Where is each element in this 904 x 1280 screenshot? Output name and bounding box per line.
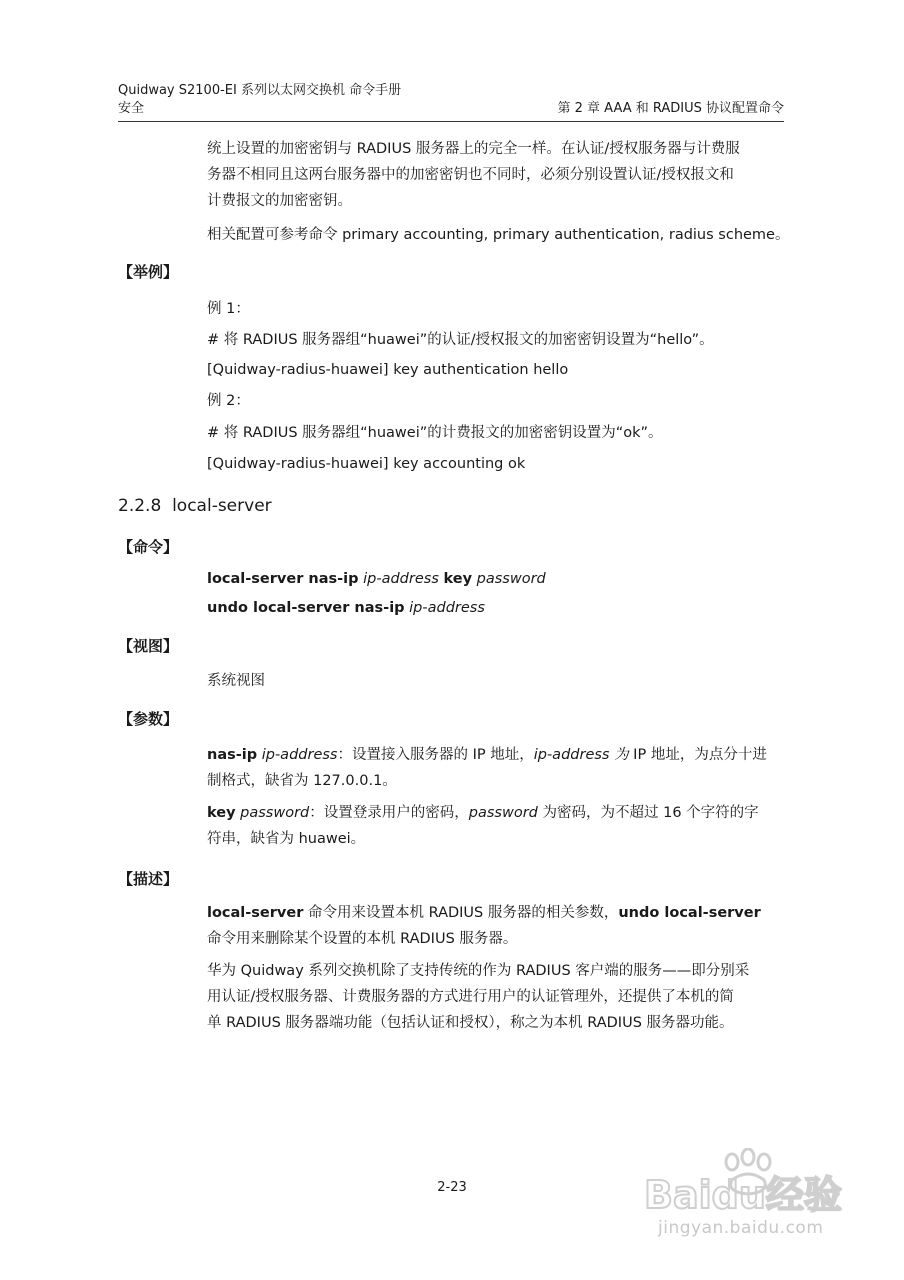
argument: password [240,805,310,821]
argument: ip-address 为 [533,747,629,763]
baidu-watermark [640,1148,880,1258]
argument: ip-address [363,571,439,587]
command-label: 【命令】 [118,538,179,556]
intro-line: 统上设置的加密密钥与 RADIUS 服务器上的完全一样。在认证/授权服务器与计费服 [207,141,740,157]
param-line: 符串，缺省为 huawei。 [207,831,366,847]
view-text: 系统视图 [207,673,265,689]
argument: password [476,571,546,587]
params-label: 【参数】 [118,710,179,728]
paw-toe [758,1154,770,1170]
manual-title: Quidway S2100-EI 系列以太网交换机 命令手册 [118,83,402,98]
param-line: 制格式，缺省为 127.0.0.1。 [207,773,397,789]
param-line [207,742,785,768]
page-number: 2-23 [437,1180,467,1195]
param-nas-ip [207,742,785,794]
intro-line: 务器不相同且这两台服务器中的加密密钥也不同时，必须分别设置认证/授权报文和 [207,167,734,183]
intro-paragraph [207,136,785,214]
argument: ip-address [261,747,338,763]
header-section: 安全 [118,101,145,116]
watermark-url: jingyan.baidu.com [658,1218,824,1238]
description-line: 用认证/授权服务器、计费服务器的方式进行用户的认证管理外，还提供了本机的简 [207,989,734,1005]
description-paragraph-2 [207,958,785,1036]
keyword: local-server [207,905,304,921]
param-text: ：设置登录用户的密码， [309,805,469,821]
description-paragraph-1 [207,900,785,952]
description-text: 命令用来设置本机 RADIUS 服务器的相关参数， [303,905,619,921]
view-label: 【视图】 [118,637,179,655]
keyword: nas-ip [207,747,258,763]
keyword: key [207,805,236,821]
header-row [118,100,784,118]
example-1-title: 例 1： [207,301,250,317]
argument: ip-address [409,600,485,616]
related-config: 相关配置可参考命令 primary accounting, primary authentication, radius scheme。 [207,227,790,243]
section-heading [118,495,272,517]
page-header [118,82,784,118]
watermark-brand: Baidu经验 [644,1173,842,1217]
example-2-comment: # 将 RADIUS 服务器组“huawei”的计费报文的加密密钥设置为“ok”。 [207,425,663,441]
section-number: 2.2.8 [118,496,162,516]
example-2-title: 例 2： [207,393,250,409]
keyword: undo local-server [618,905,761,921]
paw-toe [726,1154,738,1170]
chapter-title: 第 2 章 AAA 和 RADIUS 协议配置命令 [557,101,784,116]
argument: password [468,805,538,821]
description-label: 【描述】 [118,870,179,888]
param-text: ：设置接入服务器的 IP 地址， [337,747,534,763]
example-1-command: [Quidway-radius-huawei] key authentication hello [207,362,569,378]
command-syntax-1 [207,566,785,592]
description-line: 命令用来删除某个设置的本机 RADIUS 服务器。 [207,931,518,947]
section-title: local-server [172,496,272,516]
param-line [207,800,785,826]
param-text: IP 地址，为点分十进 [628,747,767,763]
keyword: key [443,571,473,587]
keyword: local-server nas-ip [207,571,359,587]
param-text: 为密码，为不超过 16 个字符的字 [537,805,759,821]
intro-line: 计费报文的加密密钥。 [207,193,352,209]
description-line: 单 RADIUS 服务器端功能（包括认证和授权），称之为本机 RADIUS 服务器功能。 [207,1015,734,1031]
keyword: undo local-server nas-ip [207,600,405,616]
paw-toe [742,1149,754,1165]
header-divider [118,121,784,122]
example-1-comment: # 将 RADIUS 服务器组“huawei”的认证/授权报文的加密密钥设置为“hello”。 [207,332,714,348]
command-syntax-2 [207,595,785,621]
example-label: 【举例】 [118,263,179,281]
example-2-command: [Quidway-radius-huawei] key accounting ok [207,456,526,472]
description-line: 华为 Quidway 系列交换机除了支持传统的作为 RADIUS 客户端的服务——即分别采 [207,963,750,979]
param-key [207,800,785,852]
description-line [207,900,785,926]
